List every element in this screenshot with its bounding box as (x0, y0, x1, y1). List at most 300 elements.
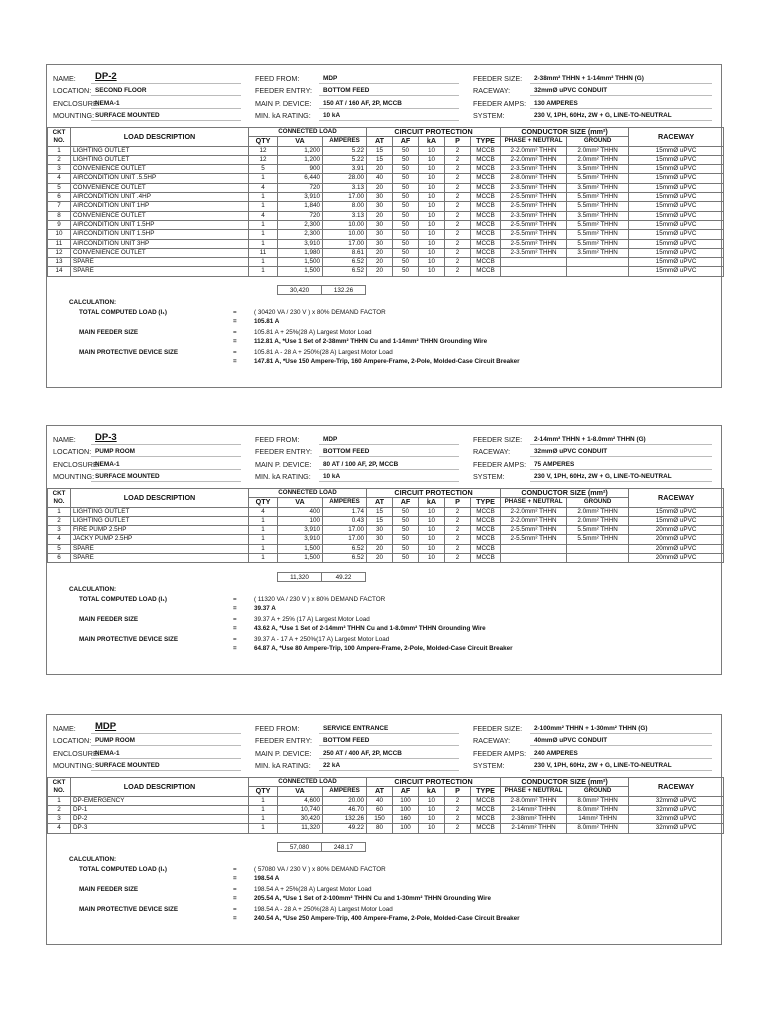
table-cell: 10 (419, 824, 445, 833)
panel-schedule-mdp (46, 714, 722, 945)
table-cell: 11,320 (278, 824, 323, 833)
calc-equals: = (233, 329, 237, 337)
table-cell: 15mmØ uPVC (629, 146, 724, 155)
table-cell: 1 (249, 220, 278, 229)
load-schedule-table (47, 488, 724, 572)
table-cell: 3.5mm² THHN (567, 211, 629, 220)
table-cell: 10 (419, 202, 445, 211)
table-cell: 20 (367, 258, 393, 267)
main-feeder-size (47, 885, 721, 894)
table-cell: 9 (48, 220, 71, 229)
table-cell: 2-8.0mm² THHN (501, 796, 567, 805)
header-value-min-ka: 10 kA (323, 473, 341, 480)
header-label-system: SYSTEM: (473, 761, 505, 770)
table-cell: 10 (419, 211, 445, 220)
col-header-va: VA (278, 498, 323, 507)
table-cell: 11 (249, 248, 278, 257)
table-cell: 900 (278, 165, 323, 174)
table-row (48, 516, 724, 525)
table-cell: 11 (48, 239, 71, 248)
table-cell: 3.13 (323, 211, 367, 220)
table-cell: 100 (393, 805, 419, 814)
calc-value: 105.81 A - 28 A + 250%(28 A) Largest Motor Load (254, 349, 393, 357)
col-header-p: P (445, 137, 471, 146)
table-cell: 3 (48, 815, 71, 824)
table-cell: 8.0mm² THHN (567, 805, 629, 814)
table-cell: 10 (419, 267, 445, 276)
table-cell: 5 (48, 183, 71, 192)
header-label-enclosure: ENCLOSURE: (53, 99, 100, 108)
calc-equals: = (233, 358, 237, 366)
calc-equals: = (233, 349, 237, 357)
col-header-raceway: RACEWAY (629, 489, 724, 508)
table-cell: 50 (393, 165, 419, 174)
header-underline (91, 120, 241, 121)
table-cell: 4,600 (278, 796, 323, 805)
table-cell: MCCB (471, 535, 501, 544)
table-cell: 15 (367, 146, 393, 155)
table-row (48, 174, 724, 183)
table-cell: 10 (419, 220, 445, 229)
calculation-section (47, 852, 721, 944)
table-cell: 15mmØ uPVC (629, 267, 724, 276)
table-cell: 8.0mm² THHN (567, 824, 629, 833)
calc-value: 198.54 A (254, 875, 280, 883)
table-cell: 4 (249, 507, 278, 516)
header-value-feeder-amps: 75 AMPERES (534, 461, 575, 468)
table-cell: 10 (419, 183, 445, 192)
table-cell: 5.5mm² THHN (567, 526, 629, 535)
table-cell: 2-38mm² THHN (501, 815, 567, 824)
calc-label: CALCULATION: (69, 856, 117, 864)
table-cell: 3,910 (278, 535, 323, 544)
table-cell: 40 (367, 174, 393, 183)
col-header-connected-load: CONNECTED LOAD (249, 128, 367, 137)
table-cell: 10 (419, 174, 445, 183)
header-value-min-ka: 10 kA (323, 112, 341, 119)
col-header-load-description: LOAD DESCRIPTION (71, 128, 249, 147)
col-header-no: NO. (53, 497, 65, 505)
col-header-connected-load: CONNECTED LOAD (249, 489, 367, 498)
totals-row (47, 842, 721, 852)
table-row (48, 202, 724, 211)
blank-cell (48, 276, 724, 285)
table-cell: 1,200 (278, 155, 323, 164)
calc-value: ( 57080 VA / 230 V ) x 80% DEMAND FACTOR (254, 866, 386, 874)
header-label-feeder-entry: FEEDER ENTRY: (255, 736, 312, 745)
table-cell: 2-2.0mm² THHN (501, 516, 567, 525)
table-cell: 32mmØ uPVC (629, 824, 724, 833)
table-cell: 12 (249, 155, 278, 164)
table-row (48, 258, 724, 267)
calc-equals: = (233, 906, 237, 914)
table-row (48, 815, 724, 824)
table-cell: 50 (393, 146, 419, 155)
table-cell: 30 (367, 239, 393, 248)
table-cell: 1 (249, 202, 278, 211)
header-underline (319, 733, 459, 734)
table-cell: 2 (48, 516, 71, 525)
header-row (47, 446, 721, 457)
table-cell: 46.70 (323, 805, 367, 814)
table-cell (501, 267, 567, 276)
table-cell: 2 (445, 507, 471, 516)
table-cell: 1 (249, 554, 278, 563)
table-cell: 14 (48, 267, 71, 276)
calc-value: 147.81 A, *Use 150 Ampere-Trip, 160 Ampere-Frame, 2-Pole, Molded-Case Circuit Breaker (254, 358, 520, 366)
table-cell: 20 (367, 165, 393, 174)
table-cell: 1 (249, 230, 278, 239)
table-cell: 6.52 (323, 554, 367, 563)
table-cell: 1 (249, 174, 278, 183)
col-header-at: AT (367, 498, 393, 507)
header-underline (530, 120, 712, 121)
table-cell: 50 (393, 516, 419, 525)
table-cell: 20mmØ uPVC (629, 544, 724, 553)
table-cell: 10 (419, 507, 445, 516)
table-cell: 13 (48, 258, 71, 267)
table-cell: 1 (249, 805, 278, 814)
table-row (48, 535, 724, 544)
table-cell: 4 (48, 174, 71, 183)
header-underline (91, 95, 241, 96)
table-cell: 1,500 (278, 258, 323, 267)
col-header-at: AT (367, 137, 393, 146)
table-cell: 2 (445, 146, 471, 155)
header-value-enclosure: NEMA-1 (95, 461, 120, 468)
table-cell: 1,500 (278, 554, 323, 563)
table-cell: 2 (445, 267, 471, 276)
calc-equals: = (233, 595, 237, 603)
table-cell: 2-5.5mm² THHN (501, 526, 567, 535)
col-header-ckt: CKT (52, 128, 66, 136)
table-cell: 5.5mm² THHN (567, 193, 629, 202)
col-header-af: AF (393, 498, 419, 507)
header-value-system: 230 V, 1PH, 60Hz, 2W + G, LINE-TO-NEUTRAL (534, 762, 672, 769)
table-cell: 10 (419, 526, 445, 535)
header-value-enclosure: NEMA-1 (95, 750, 120, 757)
calc-value: 43.62 A, *Use 1 Set of 2-14mm² THHN Cu and 1-8.0mm² THHN Grounding Wire (254, 624, 486, 632)
table-cell: 2 (445, 815, 471, 824)
table-cell: MCCB (471, 146, 501, 155)
header-label-raceway: RACEWAY: (473, 86, 511, 95)
header-underline (530, 745, 712, 746)
table-cell: 20mmØ uPVC (629, 554, 724, 563)
table-cell: 50 (393, 183, 419, 192)
table-cell: MCCB (471, 805, 501, 814)
table-cell: MCCB (471, 239, 501, 248)
table-cell: 15mmØ uPVC (629, 258, 724, 267)
table-cell (501, 544, 567, 553)
table-cell: 1 (249, 535, 278, 544)
header-label-name: NAME: (53, 435, 76, 444)
header-value-feeder-amps: 130 AMPERES (534, 100, 578, 107)
header-value-location: PUMP ROOM (95, 737, 136, 744)
header-underline (91, 745, 241, 746)
panel-header (47, 426, 721, 488)
table-cell: CONVENIENCE OUTLET (71, 248, 249, 257)
header-value-feed-from: MDP (323, 75, 338, 82)
header-underline (319, 469, 459, 470)
table-cell: 1,980 (278, 248, 323, 257)
table-cell: 12 (48, 248, 71, 257)
header-value-raceway: 32mmØ uPVC CONDUIT (534, 87, 608, 94)
header-underline (319, 745, 459, 746)
table-cell: MCCB (471, 230, 501, 239)
col-header-ckt-no (48, 128, 71, 147)
table-cell: MCCB (471, 258, 501, 267)
header-label-system: SYSTEM: (473, 111, 505, 120)
col-header-conductor-size: CONDUCTOR SIZE (mm²) (501, 778, 629, 787)
col-header-circuit-protection: CIRCUIT PROTECTION (367, 128, 501, 137)
table-cell: 2-8.0mm² THHN (501, 174, 567, 183)
table-cell: 20mmØ uPVC (629, 526, 724, 535)
col-header-circuit-protection: CIRCUIT PROTECTION (367, 489, 501, 498)
header-row (47, 760, 721, 771)
total-computed-load-result (47, 317, 721, 326)
col-header-ckt: CKT (52, 778, 66, 786)
header-underline (530, 456, 712, 457)
header-underline (91, 456, 241, 457)
table-cell: 2-3.5mm² THHN (501, 165, 567, 174)
table-cell: 17.00 (323, 535, 367, 544)
table-cell: 1,500 (278, 267, 323, 276)
table-cell: 2 (445, 183, 471, 192)
table-cell: 10 (48, 230, 71, 239)
header-row (47, 98, 721, 109)
table-cell: 2-5.5mm² THHN (501, 239, 567, 248)
header-label-feeder-amps: FEEDER AMPS: (473, 749, 527, 758)
calculation-title (47, 298, 721, 307)
calc-equals: = (233, 866, 237, 874)
calculation-section (47, 582, 721, 674)
calc-label: TOTAL COMPUTED LOAD (I₁) (79, 309, 167, 317)
table-cell: 15mmØ uPVC (629, 193, 724, 202)
table-cell: 10,740 (278, 805, 323, 814)
table-cell: AIRCONDITION UNIT 3HP (71, 239, 249, 248)
header-label-location: LOCATION: (53, 736, 92, 745)
header-underline (91, 770, 241, 771)
col-header-phase-neutral: PHASE + NEUTRAL (501, 137, 567, 146)
header-underline (319, 95, 459, 96)
table-cell: AIRCONDITION UNIT .5.5HP (71, 174, 249, 183)
calc-equals: = (233, 895, 237, 903)
table-cell: 132.26 (323, 815, 367, 824)
calc-value: 198.54 A - 28 A + 250%(28 A) Largest Motor Load (254, 906, 393, 914)
table-cell: 8 (48, 211, 71, 220)
table-cell: 1 (249, 544, 278, 553)
table-cell: 50 (393, 258, 419, 267)
header-row (47, 73, 721, 84)
table-cell: 2 (445, 554, 471, 563)
table-cell: 100 (278, 516, 323, 525)
total-amperes: 248.17 (322, 842, 366, 852)
total-amperes: 49.22 (322, 572, 366, 582)
table-cell: DP-1 (71, 805, 249, 814)
table-cell: DP-EMERGENCY (71, 796, 249, 805)
load-schedule-table (47, 127, 724, 285)
table-cell: 15 (367, 507, 393, 516)
header-row (47, 748, 721, 759)
header-label-feeder-amps: FEEDER AMPS: (473, 99, 527, 108)
col-header-qty: QTY (249, 137, 278, 146)
col-header-ckt: CKT (52, 489, 66, 497)
table-cell: 20 (367, 544, 393, 553)
total-va: 57,080 (277, 842, 322, 852)
table-cell: 100 (393, 824, 419, 833)
header-label-feed-from: FEED FROM: (255, 74, 300, 83)
table-row (48, 796, 724, 805)
table-row (48, 805, 724, 814)
table-cell: 32mmØ uPVC (629, 815, 724, 824)
table-cell: 50 (393, 526, 419, 535)
table-cell: 2-3.5mm² THHN (501, 183, 567, 192)
table-cell: MCCB (471, 155, 501, 164)
calc-label: MAIN PROTECTIVE DEVICE SIZE (79, 906, 179, 914)
table-cell: 1 (249, 267, 278, 276)
table-cell (567, 544, 629, 553)
table-cell: 5.5mm² THHN (567, 202, 629, 211)
table-row (48, 211, 724, 220)
col-header-load-description: LOAD DESCRIPTION (71, 778, 249, 797)
table-cell: MCCB (471, 526, 501, 535)
table-row (48, 267, 724, 276)
header-value-feeder-size: 2-14mm² THHN + 1-8.0mm² THHN (G) (534, 436, 646, 443)
header-value-feeder-size: 2-38mm² THHN + 1-14mm² THHN (G) (534, 75, 644, 82)
table-cell: LIGHTING OUTLET (71, 155, 249, 164)
header-value-name: DP-2 (95, 71, 117, 82)
main-protective-device-size (47, 905, 721, 914)
table-cell: 1,500 (278, 544, 323, 553)
table-cell: 2 (445, 220, 471, 229)
table-cell: MCCB (471, 507, 501, 516)
table-cell: 2.0mm² THHN (567, 146, 629, 155)
table-cell: AIRCONDITION UNIT 1.5HP (71, 220, 249, 229)
table-cell: 20 (367, 211, 393, 220)
header-value-mounting: SURFACE MOUNTED (95, 762, 160, 769)
table-cell: MCCB (471, 554, 501, 563)
header-label-enclosure: ENCLOSURE: (53, 460, 100, 469)
table-cell: 2 (445, 516, 471, 525)
table-cell: 3,910 (278, 239, 323, 248)
table-cell: AIRCONDITION UNIT 1.5HP (71, 230, 249, 239)
table-cell: 50 (393, 267, 419, 276)
table-cell: 1 (249, 796, 278, 805)
table-cell: 20 (367, 554, 393, 563)
table-cell: 2.0mm² THHN (567, 507, 629, 516)
total-computed-load (47, 308, 721, 317)
table-cell: 1 (249, 526, 278, 535)
header-underline (319, 108, 459, 109)
table-cell: MCCB (471, 516, 501, 525)
table-cell: 17.00 (323, 239, 367, 248)
table-cell: 15mmØ uPVC (629, 174, 724, 183)
calc-equals: = (233, 338, 237, 346)
table-cell: 50 (393, 535, 419, 544)
calc-equals: = (233, 915, 237, 923)
calc-value: 205.54 A, *Use 1 Set of 2-100mm² THHN Cu and 1-30mm² THHN Grounding Wire (254, 895, 491, 903)
panel-schedule-dp-3 (46, 425, 722, 675)
header-label-mounting: MOUNTING: (53, 472, 95, 481)
table-cell: 3.5mm² THHN (567, 165, 629, 174)
col-header-qty: QTY (249, 787, 278, 796)
table-cell: 50 (393, 193, 419, 202)
table-header-row (48, 489, 724, 498)
table-cell: 8.0mm² THHN (567, 796, 629, 805)
table-cell: 50 (393, 211, 419, 220)
header-label-feeder-amps: FEEDER AMPS: (473, 460, 527, 469)
calc-value: ( 11320 VA / 230 V ) x 80% DEMAND FACTOR (254, 595, 386, 603)
calc-label: CALCULATION: (69, 585, 117, 593)
header-label-min-ka: MIN. kA RATING: (255, 472, 311, 481)
col-header-connected-load: CONNECTED LOAD (249, 778, 367, 787)
table-cell: 6.52 (323, 267, 367, 276)
table-cell: 30 (367, 526, 393, 535)
header-underline (91, 444, 241, 445)
col-header-va: VA (278, 137, 323, 146)
header-row (47, 723, 721, 734)
table-cell: SPARE (71, 554, 249, 563)
table-cell: 2 (445, 165, 471, 174)
col-header-type: TYPE (471, 787, 501, 796)
table-cell: 1,840 (278, 202, 323, 211)
table-cell: 30 (367, 220, 393, 229)
table-cell: 50 (393, 155, 419, 164)
totals-row (47, 572, 721, 582)
calc-value: 112.81 A, *Use 1 Set of 2-38mm² THHN Cu and 1-14mm² THHN Grounding Wire (254, 338, 488, 346)
table-cell: 2 (445, 248, 471, 257)
header-underline (530, 83, 712, 84)
table-cell: 6,440 (278, 174, 323, 183)
calc-equals: = (233, 635, 237, 643)
table-cell: MCCB (471, 202, 501, 211)
table-cell: MCCB (471, 544, 501, 553)
table-cell: 4 (48, 824, 71, 833)
header-label-feeder-entry: FEEDER ENTRY: (255, 86, 312, 95)
header-row (47, 110, 721, 121)
main-feeder-size-result (47, 337, 721, 346)
calculation-section (47, 295, 721, 387)
col-header-conductor-size: CONDUCTOR SIZE (mm²) (501, 489, 629, 498)
table-cell: 3 (48, 526, 71, 535)
table-cell: 17.00 (323, 193, 367, 202)
table-cell: 2-14mm² THHN (501, 824, 567, 833)
header-value-feeder-entry: BOTTOM FEED (323, 448, 370, 455)
table-cell: AIRCONDITION UNIT 1HP (71, 202, 249, 211)
table-cell: 32mmØ uPVC (629, 805, 724, 814)
table-cell: 5.5mm² THHN (567, 220, 629, 229)
table-cell: MCCB (471, 183, 501, 192)
calc-label: MAIN PROTECTIVE DEVICE SIZE (79, 349, 179, 357)
table-cell: 80 (367, 824, 393, 833)
calc-label: MAIN FEEDER SIZE (79, 615, 139, 623)
calc-value: 39.37 A - 17 A + 250%(17 A) Largest Motor Load (254, 635, 390, 643)
table-cell: 30 (367, 535, 393, 544)
table-cell: 2 (445, 544, 471, 553)
table-cell: SPARE (71, 544, 249, 553)
calc-equals: = (233, 604, 237, 612)
header-label-feeder-size: FEEDER SIZE: (473, 74, 523, 83)
table-cell: 50 (393, 174, 419, 183)
col-header-p: P (445, 787, 471, 796)
header-underline (91, 481, 241, 482)
table-cell: 2-2.0mm² THHN (501, 507, 567, 516)
table-row (48, 824, 724, 833)
table-cell: 400 (278, 507, 323, 516)
table-cell: 2-2.0mm² THHN (501, 155, 567, 164)
table-cell: 2 (445, 526, 471, 535)
totals-row (47, 285, 721, 295)
